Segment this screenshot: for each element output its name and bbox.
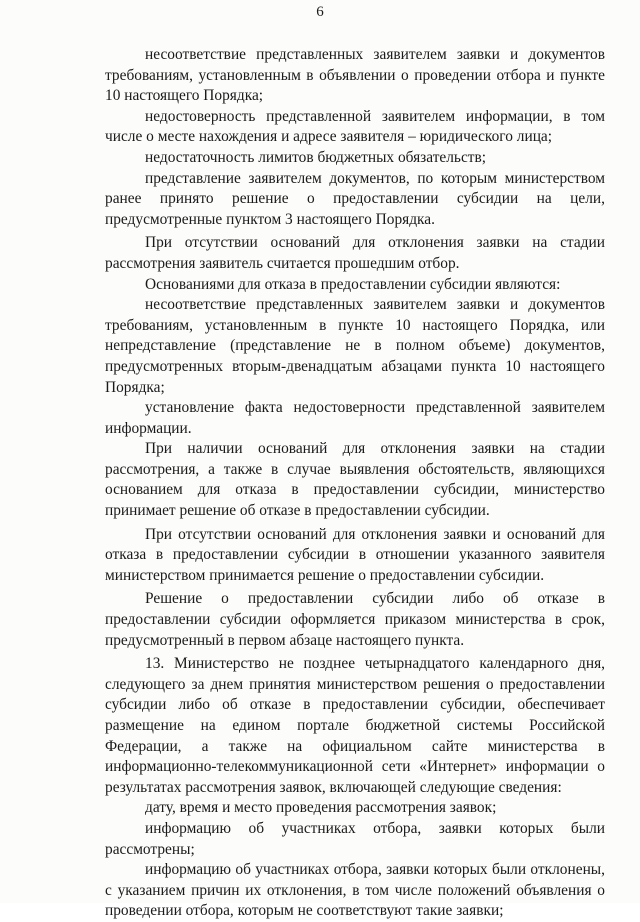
paragraph: несоответствие представленных заявителем заявки и документов требованиям, установленным в пункте 10 настоящего Порядка, или непредставление (представление не в полном объеме) документов, предусмотренных вторым-двенадцатым абзацами пункта 10 настоящего Порядка;: [105, 296, 605, 396]
document-body: [105, 45, 605, 922]
paragraph: Основаниями для отказа в предоставлении субсидии являются:: [145, 275, 561, 293]
paragraph: недостоверность представленной заявителем информации, в том числе о месте нахождения и адресе заявителя – юридического лица;: [105, 107, 605, 146]
paragraph: Решение о предоставлении субсидии либо об отказе в предоставлении субсидии оформляется приказом министерства в срок, предусмотренный в первом абзаце настоящего пункта.: [105, 590, 605, 649]
page-number: 6: [316, 4, 324, 20]
paragraph: информацию об участниках отбора, заявки которых были отклонены, с указанием причин их отклонения, в том числе положений объявления о проведении отбора, которым не соответствуют такие заявки;: [105, 861, 605, 920]
paragraph: представление заявителем документов, по которым министерством ранее принято решение о предоставлении субсидии на цели, предусмотренные пунктом 3 настоящего Порядка.: [105, 169, 605, 228]
paragraph: дату, время и место проведения рассмотрения заявок;: [145, 799, 497, 817]
paragraph: информацию об участниках отбора, заявки которых были рассмотрены;: [105, 819, 605, 858]
paragraph: 13. Министерство не позднее четырнадцатого календарного дня, следующего за днем принятия министерством решения о предоставлении субсидии либо об отказе в предоставлении субсидии, обеспечивает размещение на едином портале бюджетной системы Российской Федерации, а также на официальном сайте министерства в информационно-телекоммуникационной сети «Интернет» информации о результатах рассмотрения заявок, включающей следующие сведения:: [105, 655, 605, 796]
paragraph: несоответствие представленных заявителем заявки и документов требованиям, установленным в объявлении о проведении отбора и пункте 10 настоящего Порядка;: [105, 46, 605, 105]
paragraph: установление факта недостоверности представленной заявителем информации.: [105, 399, 605, 437]
paragraph: При отсутствии оснований для отклонения заявки и оснований для отказа в предоставлении субсидии в отношении указанного заявителя министерством принимается решение о предоставлении субсидии.: [105, 525, 605, 584]
paragraph: При наличии оснований для отклонения заявки на стадии рассмотрения, а также в случае выявления обстоятельств, являющихся основанием для отказа в предоставлении субсидии, министерство принимает решение об отказе в предоставлении субсидии.: [105, 440, 605, 520]
paragraph: При отсутствии оснований для отклонения заявки на стадии рассмотрения заявитель считается прошедшим отбор.: [105, 234, 605, 272]
paragraph: недостаточность лимитов бюджетных обязательств;: [145, 148, 487, 166]
